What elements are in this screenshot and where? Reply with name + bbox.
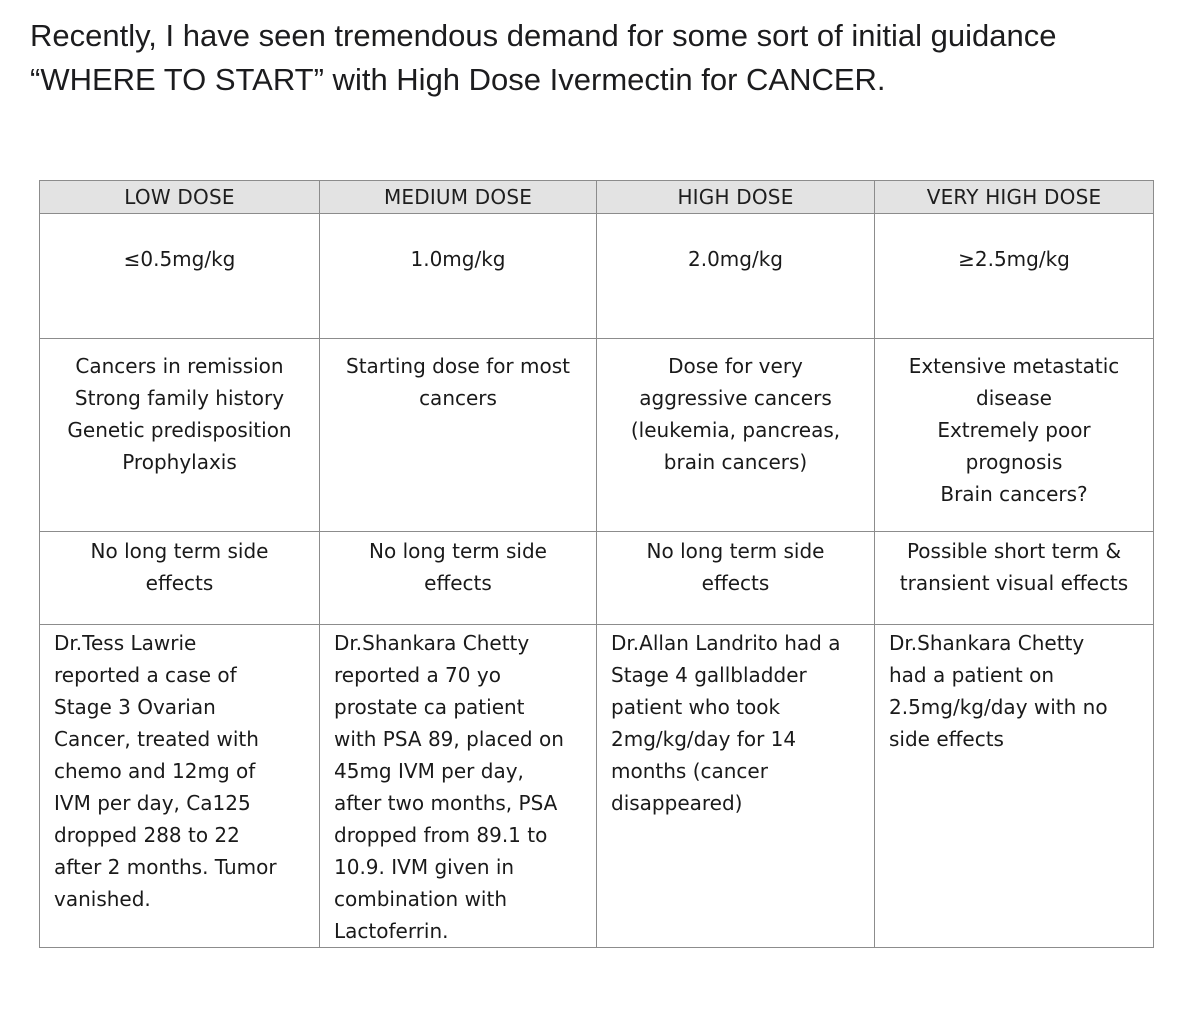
case-line: 2mg/kg/day for 14 (611, 727, 797, 751)
dose-table-image (39, 180, 1153, 948)
dose-value: ≥2.5mg/kg (958, 247, 1070, 271)
indication-line: Dose for very (668, 354, 803, 378)
indication-line: Starting dose for most (346, 354, 570, 378)
dose-cell-medium (320, 214, 597, 339)
case-line: patient who took (611, 695, 781, 719)
indication-line: Extremely poor (937, 418, 1091, 442)
indication-line: Extensive metastatic (908, 354, 1120, 378)
case-line: chemo and 12mg of (54, 759, 256, 783)
case-line: dropped from 89.1 to (334, 823, 548, 847)
case-line: dropped 288 to 22 (54, 823, 240, 847)
side-effects-line: transient visual effects (899, 571, 1129, 595)
side-effects-line: effects (145, 571, 214, 595)
dose-value: ≤0.5mg/kg (123, 247, 236, 271)
case-line: months (cancer (611, 759, 768, 783)
side-effects-line: No long term side (646, 539, 825, 563)
indication-cell-very-high (875, 339, 1154, 532)
case-line: IVM per day, Ca125 (54, 791, 251, 815)
case-report-cell-very-high (875, 625, 1154, 948)
case-line: vanished. (54, 887, 151, 911)
indication-row (40, 339, 1154, 532)
case-line: with PSA 89, placed on (334, 727, 564, 751)
indication-cell-high (597, 339, 875, 532)
indication-line: brain cancers) (663, 450, 808, 474)
indication-cell-low (40, 339, 320, 532)
dose-value: 1.0mg/kg (410, 247, 506, 271)
case-line: reported a case of (54, 663, 237, 687)
case-line: Lactoferrin. (334, 919, 449, 943)
case-line: 45mg IVM per day, (334, 759, 524, 783)
case-line: reported a 70 yo (334, 663, 501, 687)
case-report-row (40, 625, 1154, 948)
case-line: prostate ca patient (334, 695, 525, 719)
side-effects-line: effects (424, 571, 492, 595)
header-low-dose: LOW DOSE (40, 181, 320, 214)
case-line: side effects (889, 727, 1004, 751)
dose-row (40, 214, 1154, 339)
dose-cell-very-high (875, 214, 1154, 339)
case-line: Stage 4 gallbladder (611, 663, 807, 687)
indication-line: (leukemia, pancreas, (630, 418, 841, 442)
case-line: had a patient on (889, 663, 1055, 687)
case-line: combination with (334, 887, 507, 911)
side-effects-line: No long term side (90, 539, 269, 563)
case-report-cell-medium (320, 625, 597, 948)
indication-line: prognosis (965, 450, 1063, 474)
case-line: 2.5mg/kg/day with no (889, 695, 1108, 719)
case-line: Stage 3 Ovarian (54, 695, 216, 719)
dose-cell-low (40, 214, 320, 339)
case-line: Dr.Shankara Chetty (889, 631, 1085, 655)
intro-line-2: “WHERE TO START” with High Dose Ivermectin for CANCER. (30, 62, 886, 97)
side-effects-cell-high (597, 532, 875, 625)
case-line: Dr.Allan Landrito had a (611, 631, 841, 655)
indication-line: aggressive cancers (639, 386, 832, 410)
header-medium-dose: MEDIUM DOSE (320, 181, 597, 214)
dose-table (39, 180, 1154, 948)
indication-line: Genetic predisposition (67, 418, 292, 442)
indication-line: Brain cancers? (940, 482, 1088, 506)
header-high-dose: HIGH DOSE (597, 181, 875, 214)
indication-line: cancers (419, 386, 497, 410)
header-row (40, 181, 1154, 214)
side-effects-line: No long term side (369, 539, 547, 563)
dose-value: 2.0mg/kg (688, 247, 783, 271)
intro-text (30, 14, 1180, 102)
indication-line: Prophylaxis (122, 450, 237, 474)
dose-cell-high (597, 214, 875, 339)
case-line: after 2 months. Tumor (54, 855, 277, 879)
side-effects-cell-very-high (875, 532, 1154, 625)
case-line: after two months, PSA (334, 791, 558, 815)
case-line: Dr.Tess Lawrie (54, 631, 197, 655)
intro-line-1: Recently, I have seen tremendous demand for some sort of initial guidance (30, 18, 1057, 53)
side-effects-line: Possible short term & (906, 539, 1122, 563)
side-effects-cell-medium (320, 532, 597, 625)
case-report-cell-low (40, 625, 320, 948)
case-report-cell-high (597, 625, 875, 948)
indication-line: Strong family history (74, 386, 285, 410)
indication-line: disease (976, 386, 1052, 410)
case-line: disappeared) (611, 791, 743, 815)
indication-line: Cancers in remission (75, 354, 284, 378)
header-very-high-dose: VERY HIGH DOSE (875, 181, 1154, 214)
case-line: Dr.Shankara Chetty (334, 631, 530, 655)
indication-cell-medium (320, 339, 597, 532)
case-line: 10.9. IVM given in (334, 855, 515, 879)
case-line: Cancer, treated with (54, 727, 259, 751)
side-effects-cell-low (40, 532, 320, 625)
side-effects-line: effects (701, 571, 770, 595)
side-effects-row (40, 532, 1154, 625)
